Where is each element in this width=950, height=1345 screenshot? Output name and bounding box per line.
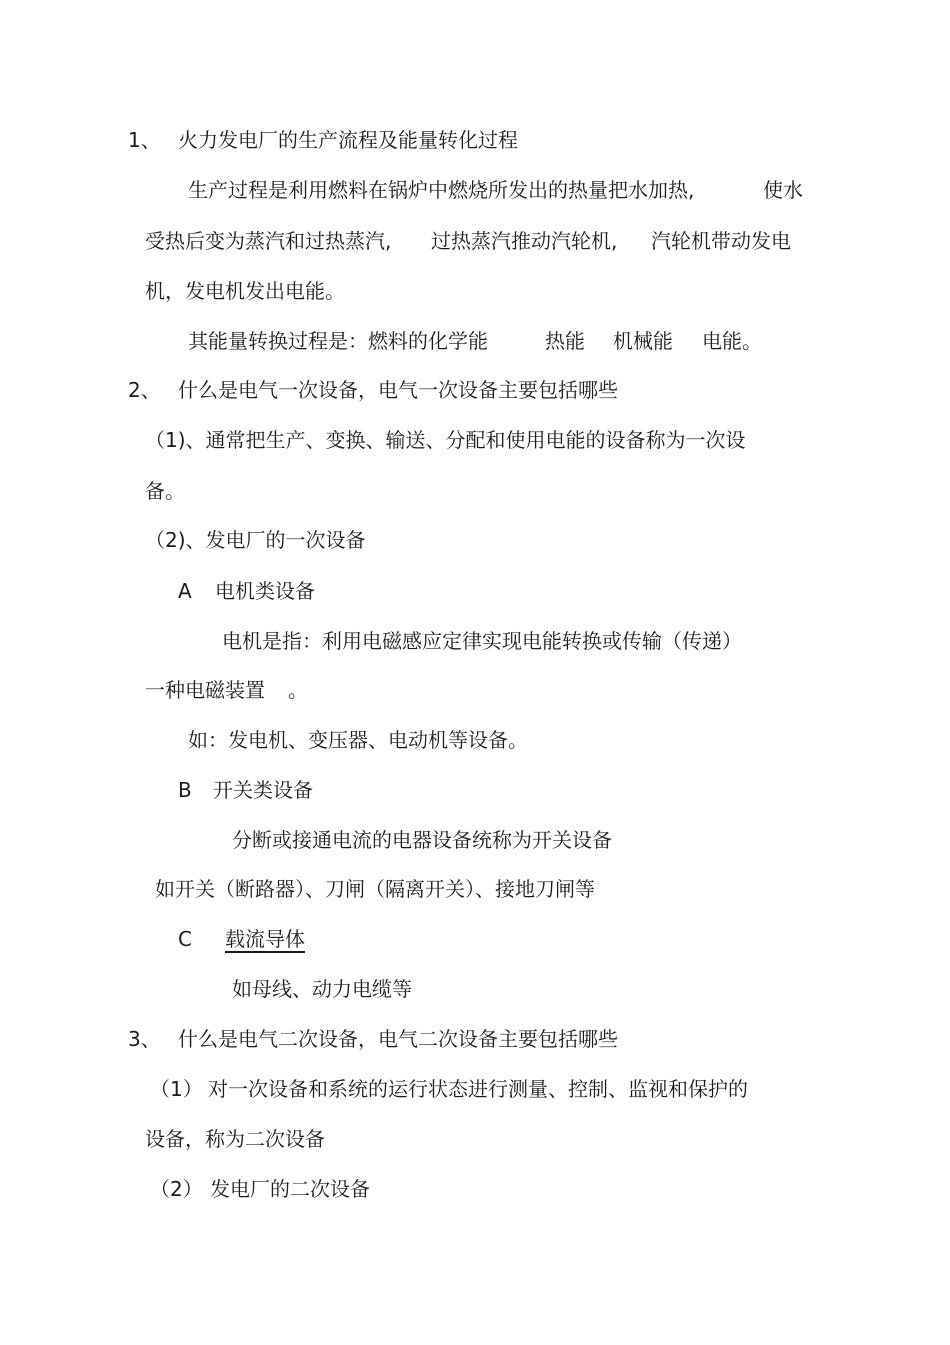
- section-3-heading: 什么是电气二次设备，电气二次设备主要包括哪些: [178, 1027, 618, 1051]
- item-c-example: 如母线、动力电缆等: [232, 977, 412, 1001]
- section-2-item-1-line-2: 备。: [145, 479, 185, 503]
- item-b-label: B: [178, 778, 192, 802]
- item-b-desc: 分断或接通电流的电器设备统称为开关设备: [232, 828, 612, 852]
- section-3-item-1-line-1: 对一次设备和系统的运行状态进行测量、控制、监视和保护的: [208, 1077, 748, 1101]
- section-3-item-2-text: 发电厂的二次设备: [210, 1177, 370, 1201]
- item-c-title: 载流导体: [225, 927, 305, 951]
- item-a-title: 电机类设备: [215, 579, 315, 603]
- item-a-label: A: [178, 579, 192, 603]
- section-3-item-2-label: （2）: [150, 1177, 203, 1201]
- section-2-heading: 什么是电气一次设备，电气一次设备主要包括哪些: [178, 378, 618, 402]
- energy-electrical: 电能。: [702, 329, 762, 353]
- section-1-heading: 火力发电厂的生产流程及能量转化过程: [178, 128, 518, 152]
- section-1-para-line-2b: 过热蒸汽推动汽轮机,: [431, 229, 618, 253]
- section-2-number: 2、: [128, 378, 161, 402]
- section-1-para-line-2c: 汽轮机带动发电: [651, 229, 791, 253]
- item-a-desc-line-1: 电机是指：利用电磁感应定律实现电能转换或传输（传递）: [222, 629, 742, 653]
- section-1-number: 1、: [128, 128, 161, 152]
- item-c-label: C: [178, 927, 192, 951]
- section-3-item-1-line-2: 设备，称为二次设备: [145, 1127, 325, 1151]
- item-a-example: 如：发电机、变压器、电动机等设备。: [188, 728, 528, 752]
- item-b-example: 如开关（断路器）、刀闸（隔离开关）、接地刀闸等: [155, 877, 595, 901]
- energy-conversion-label: 其能量转换过程是：燃料的化学能: [188, 329, 488, 353]
- section-2-item-2: （2)、发电厂的一次设备: [145, 528, 366, 552]
- section-3-number: 3、: [128, 1027, 161, 1051]
- item-a-desc-line-2: 一种电磁装置: [145, 678, 265, 702]
- section-1-para-line-1a: 生产过程是利用燃料在锅炉中燃烧所发出的热量把水加热,: [188, 178, 695, 202]
- section-2-item-1-line-1: （1)、通常把生产、变换、输送、分配和使用电能的设备称为一次设: [145, 428, 746, 452]
- energy-mechanical: 机械能: [613, 329, 673, 353]
- energy-thermal: 热能: [545, 329, 585, 353]
- section-3-item-1-label: （1）: [150, 1077, 203, 1101]
- section-1-para-line-3: 机，发电机发出电能。: [145, 279, 345, 303]
- item-a-desc-line-2-end: 。: [288, 678, 308, 702]
- item-b-title: 开关类设备: [213, 778, 313, 802]
- section-1-para-line-1b: 使水: [763, 178, 803, 202]
- section-1-para-line-2a: 受热后变为蒸汽和过热蒸汽,: [145, 229, 392, 253]
